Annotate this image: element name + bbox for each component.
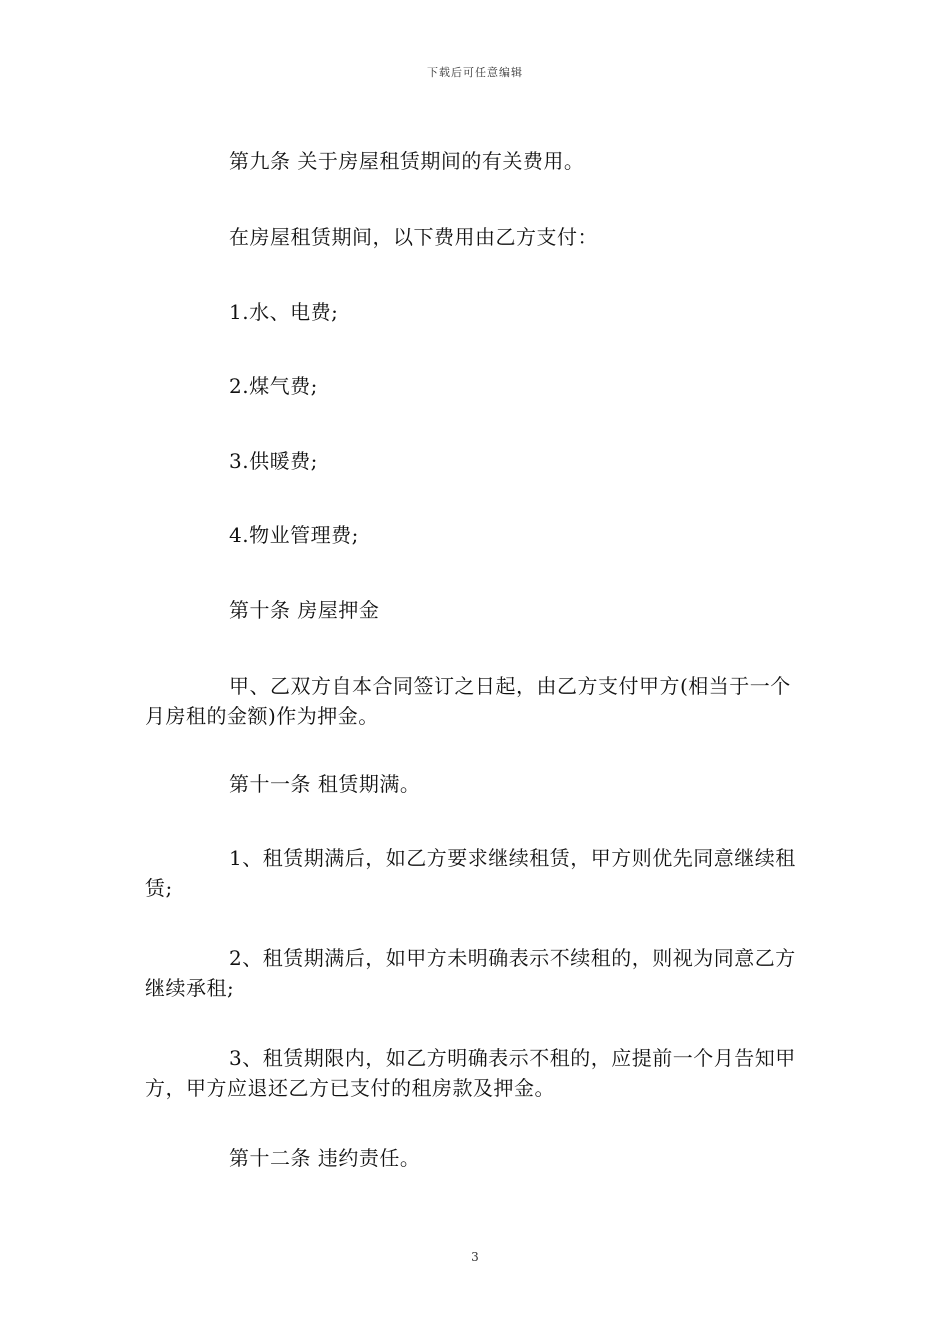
fee-item-4: 4.物业管理费; <box>229 523 359 547</box>
article-12-heading: 第十二条 违约责任。 <box>229 1146 421 1170</box>
fee-item-2: 2.煤气费; <box>229 374 318 398</box>
article-11-heading: 第十一条 租赁期满。 <box>229 772 421 796</box>
lease-expiry-clause-1: 1、租赁期满后，如乙方要求继续租赁，甲方则优先同意继续租赁; <box>145 846 796 900</box>
lease-expiry-clause-3: 3、租赁期限内，如乙方明确表示不租的，应提前一个月告知甲方，甲方应退还乙方已支付的租房款及押金。 <box>145 1046 796 1100</box>
fee-item-1: 1.水、电费; <box>229 300 339 324</box>
article-10-heading: 第十条 房屋押金 <box>229 598 380 622</box>
page-header: 下载后可任意编辑 <box>427 66 523 79</box>
lease-expiry-clause-2: 2、租赁期满后，如甲方未明确表示不续租的，则视为同意乙方继续承租; <box>145 946 796 1000</box>
fee-item-3: 3.供暖费; <box>229 449 318 473</box>
article-9-heading: 第九条 关于房屋租赁期间的有关费用。 <box>229 149 585 173</box>
fees-intro: 在房屋租赁期间，以下费用由乙方支付： <box>229 225 598 249</box>
page-number: 3 <box>471 1250 479 1264</box>
deposit-paragraph: 甲、乙双方自本合同签订之日起，由乙方支付甲方(相当于一个月房租的金额)作为押金。 <box>145 674 791 728</box>
